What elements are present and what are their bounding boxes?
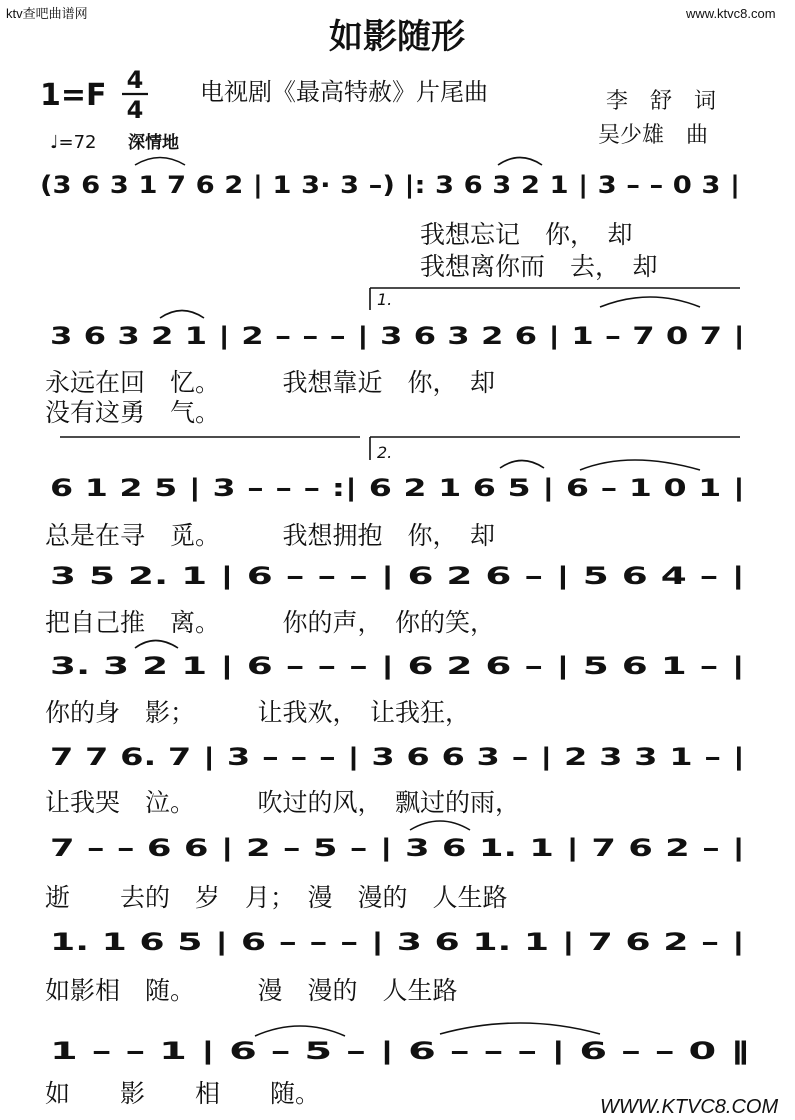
- notation-row-9: 1 – – 1 | 6 – 5 – | 6 – – – | 6 – – 0 ‖: [50, 1037, 750, 1065]
- watermark-left: ktv查吧曲谱网: [6, 6, 88, 21]
- score-row-2: [45, 297, 745, 427]
- lyric-row-9: 如 影 相 随。: [45, 1079, 321, 1108]
- notation-row-1: (3 6 3 1 7 6 2 | 1 3· 3 –) |: 3 6 3 2 1 | 3 – – 0 3 |: [40, 171, 740, 199]
- tempo-mark: ♩=72: [50, 132, 97, 153]
- volta-1-bracket: [370, 288, 740, 310]
- lyric-row-1-verse-1: 我想忘记 你， 却: [420, 220, 633, 249]
- notation-row-4: 3 5 2. 1 | 6 – – – | 6 2 6 – | 5 6 4 – |: [50, 562, 745, 590]
- tie: [440, 1023, 600, 1034]
- lyric-row-5: 你的身 影； 让我欢， 让我狂，: [45, 698, 471, 727]
- score-row-7: [45, 821, 745, 912]
- lyric-row-6: 让我哭 泣。 吹过的风， 飘过的雨，: [45, 788, 521, 817]
- key-signature: 1=F: [40, 78, 107, 113]
- notation-row-8: 1. 1 6 5 | 6 – – – | 3 6 1. 1 | 7 6 2 – |: [50, 928, 745, 956]
- lyric-row-2-verse-1: 永远在回 忆。 我想靠近 你， 却: [45, 368, 496, 397]
- time-signature-bottom: 4: [126, 96, 144, 124]
- score-row-6: [45, 743, 745, 817]
- watermark-right: www.ktvc8.com: [686, 6, 776, 21]
- score-row-1: [40, 158, 740, 282]
- lyric-row-3: 总是在寻 觅。 我想拥抱 你， 却: [45, 521, 496, 550]
- volta-2-label: 2.: [377, 443, 393, 462]
- notation-row-6: 7 7 6. 7 | 3 – – – | 3 6 6 3 – | 2 3 3 1 – |: [50, 743, 745, 771]
- score-row-8: [45, 928, 745, 1005]
- notation-row-7: 7 – – 6 6 | 2 – 5 – | 3 6 1. 1 | 7 6 2 – |: [50, 834, 745, 862]
- subtitle: 电视剧《最高特赦》片尾曲: [200, 78, 488, 106]
- lyric-row-7: 逝 去的 岁 月； 漫 漫的 人生路: [45, 883, 508, 912]
- lyric-row-2-verse-2: 没有这勇 气。: [45, 398, 221, 427]
- lyric-row-4: 把自己推 离。 你的声， 你的笑，: [45, 608, 496, 637]
- score-row-5: [45, 641, 745, 728]
- slur: [135, 158, 185, 166]
- lyricist-credit: 李 舒 词: [606, 89, 717, 114]
- slur: [135, 641, 178, 649]
- page-title: 如影随形: [329, 17, 465, 57]
- watermark-bottom: WWW.KTVC8.COM: [600, 1096, 779, 1118]
- notation-row-5: 3. 3 2 1 | 6 – – – | 6 2 6 – | 5 6 1 – |: [50, 652, 745, 680]
- time-signature-top: 4: [126, 66, 144, 94]
- slur: [500, 461, 544, 469]
- tie: [580, 460, 700, 470]
- score-row-4: [45, 562, 745, 637]
- lyric-row-1-verse-2: 我想离你而 去， 却: [420, 252, 658, 281]
- notation-row-3: 6 1 2 5 | 3 – – – :| 6 2 1 6 5 | 6 – 1 0 1 |: [50, 474, 745, 502]
- expression-mark: 深情地: [128, 133, 179, 153]
- tie: [600, 297, 700, 307]
- slur: [160, 311, 204, 319]
- tie: [255, 1026, 345, 1036]
- score-row-3: [45, 460, 745, 550]
- composer-credit: 吴少雄 曲: [598, 123, 709, 148]
- volta-2-bracket: [60, 437, 740, 462]
- slur: [498, 158, 542, 166]
- notation-row-2: 3 6 3 2 1 | 2 – – – | 3 6 3 2 6 | 1 – 7 0 7 |: [50, 322, 745, 350]
- volta-1-label: 1.: [377, 290, 393, 309]
- slur: [410, 821, 470, 830]
- lyric-row-8: 如影相 随。 漫 漫的 人生路: [45, 976, 458, 1005]
